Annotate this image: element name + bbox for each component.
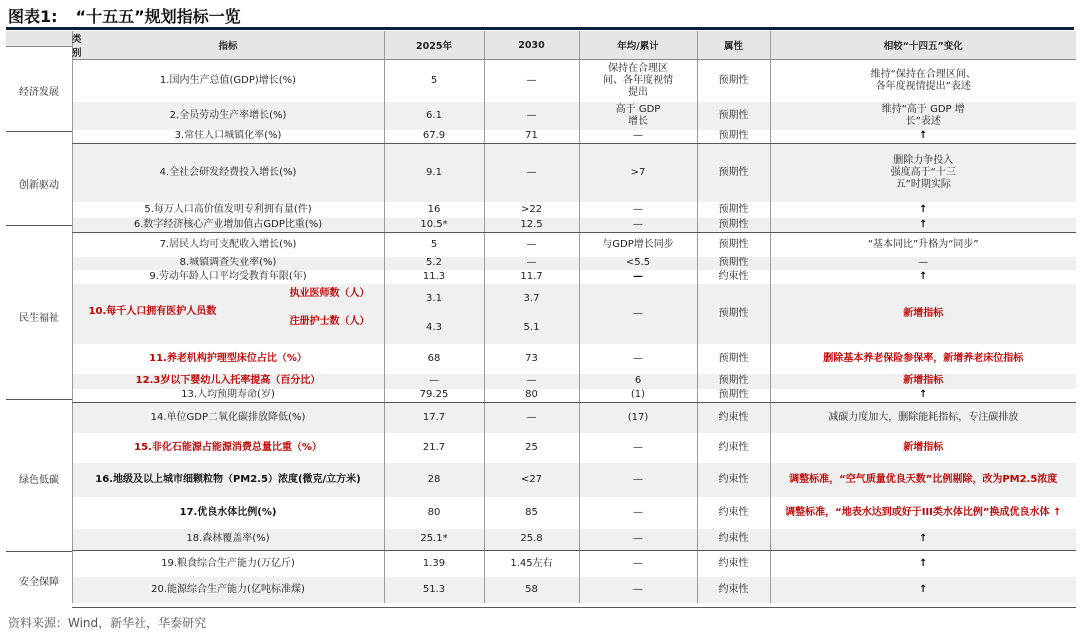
table-row (72, 577, 1076, 603)
attr-cell: 约束性 (697, 270, 770, 284)
figure-title (8, 4, 241, 27)
indicator-cell: 4.全社会研发经费投入增长(%) (72, 144, 384, 202)
value-2025: 16 (384, 202, 484, 218)
table-row (72, 60, 1076, 102)
avg-cell: — (579, 270, 697, 284)
indicator-cell: 9.劳动年龄人口平均受教育年限(年) (72, 270, 384, 284)
attr-cell: 预期性 (697, 344, 770, 374)
change-cell: 维持“高于 GDP 增长”表述 (770, 102, 1076, 130)
indicator-cell: 6.数字经济核心产业增加值占GDP比重(%) (72, 218, 384, 233)
avg-cell: 保持在合理区间、各年度视情提出 (579, 60, 697, 102)
avg-cell: >7 (579, 144, 697, 202)
avg-cell: 与GDP增长同步 (579, 233, 697, 257)
avg-cell: — (579, 344, 697, 374)
value-2025: 11.3 (384, 270, 484, 284)
up-arrow-icon: ↑ (770, 202, 1076, 218)
attr-cell: 预期性 (697, 284, 770, 344)
attr-cell: 预期性 (697, 144, 770, 202)
value-2030: 11.7 (484, 270, 579, 284)
avg-cell: — (579, 551, 697, 577)
avg-cell: — (579, 577, 697, 603)
value-2025: 67.9 (384, 130, 484, 144)
value-2030: — (484, 233, 579, 257)
header-2025: 2025年 (384, 31, 484, 60)
value-2025: 17.7 (384, 403, 484, 433)
table-row (72, 551, 1076, 577)
attr-cell: 约束性 (697, 463, 770, 497)
header-2030: 2030 (484, 31, 579, 60)
attr-cell: 约束性 (697, 529, 770, 551)
attr-cell: 预期性 (697, 389, 770, 403)
indicator-cell: 5.每万人口高价值发明专利拥有量(件) (72, 202, 384, 218)
table-row (72, 529, 1076, 551)
attr-cell: 预期性 (697, 202, 770, 218)
indicator-cell: 16.地级及以上城市细颗粒物（PM2.5）浓度(微克/立方米) (72, 463, 384, 497)
attr-cell: 预期性 (697, 130, 770, 144)
header-indicator: 指标 (72, 31, 384, 60)
value-2030: — (484, 102, 579, 130)
indicator-cell: 12.3岁以下婴幼儿入托率提高（百分比） (72, 374, 384, 389)
table-row (72, 497, 1076, 529)
value-2030: 71 (484, 130, 579, 144)
value-2030: >22 (484, 202, 579, 218)
value-2030: 80 (484, 389, 579, 403)
avg-cell: — (579, 433, 697, 463)
top-rule (6, 27, 1074, 30)
value-2030: — (484, 60, 579, 102)
indicator-cell: 7.居民人均可支配收入增长(%) (72, 233, 384, 257)
attr-cell: 预期性 (697, 102, 770, 130)
value-2025: 79.25 (384, 389, 484, 403)
avg-cell: — (579, 202, 697, 218)
avg-cell: — (579, 218, 697, 233)
value-2025: 10.5* (384, 218, 484, 233)
value-2030: 12.5 (484, 218, 579, 233)
avg-cell: <5.5 (579, 257, 697, 270)
table-row (72, 233, 1076, 257)
value-2030: — (484, 257, 579, 270)
value-2030 (484, 284, 579, 344)
table-row (72, 218, 1076, 233)
attr-cell: 约束性 (697, 577, 770, 603)
indicator-cell: 19.粮食综合生产能力(万亿斤) (72, 551, 384, 577)
value-2030: 25 (484, 433, 579, 463)
change-cell: — (770, 257, 1076, 270)
value-2025: 5 (384, 233, 484, 257)
indicator-10-label: 10.每千人口拥有医护人员数 (88, 305, 217, 317)
value-2025: 1.39 (384, 551, 484, 577)
change-cell: 调整标准，“空气质量优良天数”比例剔除，改为PM2.5浓度 (770, 463, 1076, 497)
change-cell: “基本同比”升格为“同步” (770, 233, 1076, 257)
attr-cell: 预期性 (697, 233, 770, 257)
avg-cell: — (579, 529, 697, 551)
avg-cell: 高于 GDP 增长 (579, 102, 697, 130)
value-2030: 73 (484, 344, 579, 374)
change-cell: 新增指标 (770, 284, 1076, 344)
change-cell: 减碳力度加大，删除能耗指标，专注碳排放 (770, 403, 1076, 433)
value-2030: — (484, 144, 579, 202)
indicator-cell: 3.常住人口城镇化率(%) (72, 130, 384, 144)
value-2025: 25.1* (384, 529, 484, 551)
sub-doctors-label: 执业医师数（人） (289, 287, 370, 299)
table-row (72, 403, 1076, 433)
indicator-cell: 8.城镇调查失业率(%) (72, 257, 384, 270)
sub-nurses-label: 注册护士数（人） (289, 315, 370, 327)
indicator-cell: 11.养老机构护理型床位占比（%） (72, 344, 384, 374)
header-attr: 属性 (697, 31, 770, 60)
header-change: 相较“十四五”变化 (770, 31, 1076, 60)
value-2025: 28 (384, 463, 484, 497)
attr-cell: 预期性 (697, 257, 770, 270)
change-cell: 新增指标 (770, 433, 1076, 463)
avg-cell: — (579, 130, 697, 144)
value-2030-doctors: 3.7 (523, 292, 540, 304)
indicator-cell (72, 284, 384, 344)
table-row (72, 144, 1076, 202)
value-2025: 6.1 (384, 102, 484, 130)
header-row (72, 31, 1076, 60)
value-2025: 68 (384, 344, 484, 374)
table-row (72, 102, 1076, 130)
category-green: 绿色低碳 (19, 475, 59, 486)
change-cell: 删除力争投入强度高于“十三五”时期实际 (770, 144, 1076, 202)
up-arrow-icon: ↑ (770, 130, 1076, 144)
avg-cell: 6 (579, 374, 697, 389)
category-livelihood: 民生福祉 (19, 313, 59, 324)
value-2030: 85 (484, 497, 579, 529)
value-2030: 1.45左右 (484, 551, 579, 577)
value-2025: 21.7 (384, 433, 484, 463)
table-row (72, 374, 1076, 389)
category-innovation: 创新驱动 (19, 180, 59, 191)
value-2025: 80 (384, 497, 484, 529)
indicator-cell: 2.全员劳动生产率增长(%) (72, 102, 384, 130)
value-2025: 5 (384, 60, 484, 102)
attr-cell: 约束性 (697, 497, 770, 529)
category-security: 安全保障 (19, 577, 59, 588)
avg-cell: (1) (579, 389, 697, 403)
value-2025: — (384, 374, 484, 389)
indicator-cell: 20.能源综合生产能力(亿吨标准煤) (72, 577, 384, 603)
table-row (72, 130, 1076, 144)
change-cell: 调整标准，“地表水达到或好于III类水体比例”换成优良水体 ↑ (770, 497, 1076, 529)
attr-cell: 预期性 (697, 60, 770, 102)
table-row (72, 433, 1076, 463)
up-arrow-icon: ↑ (770, 529, 1076, 551)
change-cell: 新增指标 (770, 374, 1076, 389)
table-row (72, 344, 1076, 374)
value-2030: — (484, 403, 579, 433)
attr-cell: 预期性 (697, 218, 770, 233)
value-2030: 25.8 (484, 529, 579, 551)
value-2030-nurses: 5.1 (523, 321, 540, 333)
value-2025 (384, 284, 484, 344)
value-2025: 9.1 (384, 144, 484, 202)
value-2030: 58 (484, 577, 579, 603)
up-arrow-icon: ↑ (770, 218, 1076, 233)
indicator-cell: 13.人均预期寿命(岁) (72, 389, 384, 403)
up-arrow-icon: ↑ (770, 577, 1076, 603)
indicator-cell: 18.森林覆盖率(%) (72, 529, 384, 551)
value-2025: 51.3 (384, 577, 484, 603)
up-arrow-icon: ↑ (770, 551, 1076, 577)
table-row (72, 284, 1076, 344)
table-row (72, 389, 1076, 403)
change-cell: 删除基本养老保险参保率，新增养老床位指标 (770, 344, 1076, 374)
figure-name: “十五五”规划指标一览 (75, 7, 241, 26)
header-avg: 年均/累计 (579, 31, 697, 60)
indicator-cell: 14.单位GDP二氧化碳排放降低(%) (72, 403, 384, 433)
table-row (72, 257, 1076, 270)
change-cell: 维持“保持在合理区间、各年度视情提出”表述 (770, 60, 1076, 102)
indicator-cell: 15.非化石能源占能源消费总量比重（%） (72, 433, 384, 463)
value-2030: <27 (484, 463, 579, 497)
indicator-table (72, 31, 1076, 603)
value-2025: 5.2 (384, 257, 484, 270)
table-row (72, 270, 1076, 284)
avg-cell: — (579, 463, 697, 497)
attr-cell: 约束性 (697, 551, 770, 577)
value-2030: — (484, 374, 579, 389)
table-row (72, 463, 1076, 497)
attr-cell: 约束性 (697, 403, 770, 433)
source-note: 资料来源：Wind，新华社，华泰研究 (8, 616, 207, 630)
figure-label: 图表1: (8, 7, 58, 26)
indicator-cell: 1.国内生产总值(GDP)增长(%) (72, 60, 384, 102)
avg-cell: — (579, 497, 697, 529)
table-row (72, 202, 1076, 218)
value-2025-nurses: 4.3 (426, 321, 442, 333)
up-arrow-icon: ↑ (770, 389, 1076, 403)
attr-cell: 预期性 (697, 374, 770, 389)
avg-cell: — (579, 284, 697, 344)
bottom-rule (72, 607, 1076, 608)
indicator-cell: 17.优良水体比例(%) (72, 497, 384, 529)
value-2025-doctors: 3.1 (426, 292, 442, 304)
up-arrow-icon: ↑ (770, 270, 1076, 284)
category-economy: 经济发展 (19, 87, 59, 98)
attr-cell: 约束性 (697, 433, 770, 463)
category-column (6, 31, 72, 607)
avg-cell: (17) (579, 403, 697, 433)
